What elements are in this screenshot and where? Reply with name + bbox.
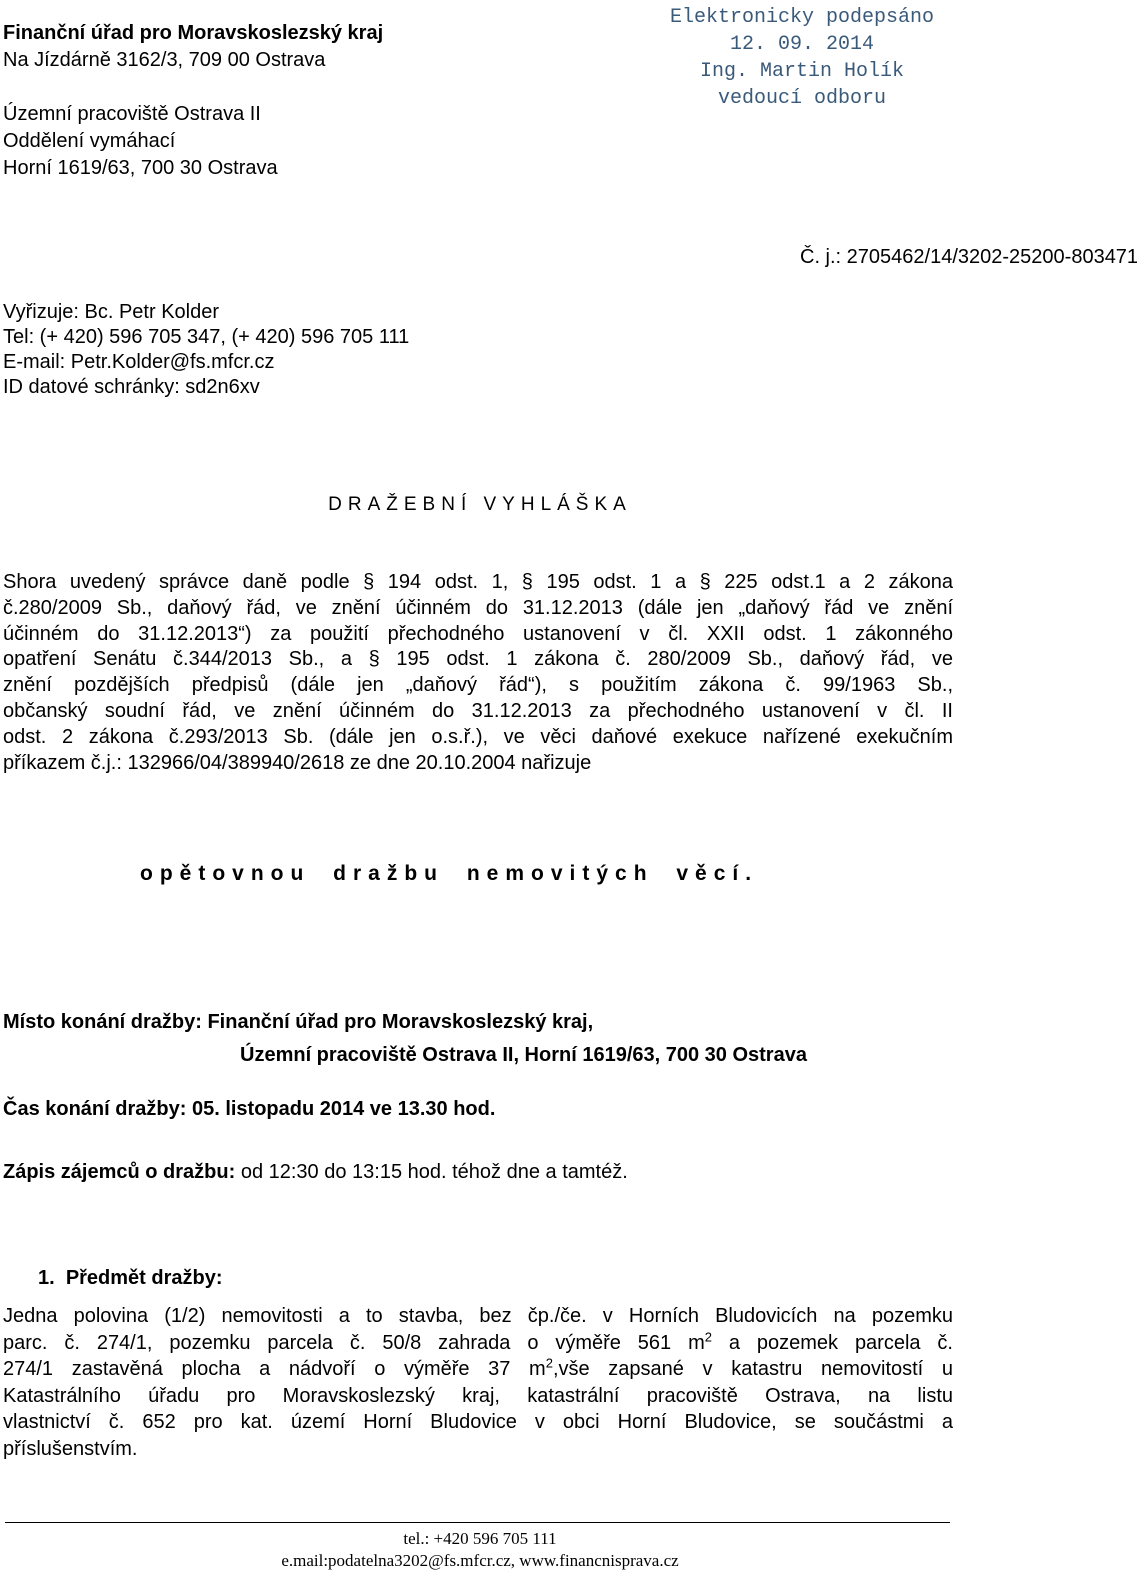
intro-line: občanský soudní řád, ve znění účinném do 31.12.2013 za přechodného ustanovení v čl. II (3, 699, 953, 722)
registration-block (3, 1161, 628, 1184)
time-value: 05. listopadu 2014 ve 13.30 hod. (191, 1098, 496, 1120)
signature-line-1: Elektronicky podepsáno (669, 6, 935, 29)
footer-contact: e.mail:podatelna3202@fs.mfcr.cz, www.financnisprava.cz (281, 1551, 679, 1570)
intro-line: opatření Senátu č.344/2013 Sb., a § 195 odst. 1 zákona č. 280/2009 Sb., daňový řád, ve (3, 648, 953, 671)
registration-value: od 12:30 do 13:15 hod. téhož dne a tamtéž. (240, 1161, 628, 1183)
intro-line: příkazem č.j.: 132966/04/389940/2618 ze dne 20.10.2004 nařizuje (3, 751, 592, 774)
contact-block (3, 300, 409, 400)
venue-line-1: Finanční úřad pro Moravskoslezský kraj, (207, 1011, 594, 1033)
reference-number: Č. j.: 2705462/14/3202-25200-803471 (800, 246, 1138, 268)
venue-block (3, 1006, 807, 1072)
intro-line: Shora uvedený správce daně podle § 194 odst. 1, § 195 odst. 1 a § 225 odst.1 a 2 zákona (3, 571, 953, 593)
registration-label: Zápis zájemců o dražbu: (3, 1161, 236, 1183)
handler: Vyřizuje: Bc. Petr Kolder (3, 301, 220, 323)
footer (0, 1528, 960, 1572)
signature-name: Ing. Martin Holík (699, 60, 905, 83)
intro-paragraph (3, 570, 953, 776)
office-name: Finanční úřad pro Moravskoslezský kraj (3, 22, 384, 44)
phone: Tel: (+ 420) 596 705 347, (+ 420) 596 705 111 (3, 326, 410, 348)
email: E-mail: Petr.Kolder@fs.mfcr.cz (3, 351, 275, 373)
office-address: Na Jízdárně 3162/3, 709 00 Ostrava (3, 49, 326, 71)
section-1-title: Předmět dražby: (65, 1267, 223, 1289)
section-1-line: vlastnictví č. 652 pro kat. území Horní Bludovice v obci Horní Bludovice, se součástmi a (3, 1411, 953, 1433)
footer-divider (5, 1522, 950, 1523)
venue-label: Místo konání dražby: (3, 1011, 202, 1033)
branch-name: Územní pracoviště Ostrava II (3, 103, 261, 125)
signature-role: vedoucí odboru (717, 87, 887, 110)
section-1-line: Katastrálního úřadu pro Moravskoslezský kraj, katastrální pracoviště Ostrava, na listu (3, 1384, 953, 1407)
electronic-signature (652, 4, 952, 112)
databox-id: ID datové schránky: sd2n6xv (3, 376, 260, 398)
section-1-heading (38, 1267, 223, 1290)
section-1-line: Jedna polovina (1/2) nemovitosti a to stavba, bez čp./če. v Horních Bludovicích na pozemku (3, 1305, 953, 1327)
signature-date: 12. 09. 2014 (729, 33, 875, 56)
section-1-line: 274/1 zastavěná plocha a nádvoří o výměře 37 $m^2,vše$ zapsané v katastru nemovitostí u (3, 1355, 954, 1380)
section-1-number: 1. (38, 1267, 55, 1289)
footer-phone: tel.: +420 596 705 111 (403, 1529, 557, 1548)
section-1-body (3, 1303, 953, 1462)
intro-line: odst. 2 zákona č.293/2013 Sb. (dále jen o.s.ř.), ve věci daňové exekuce nařízené exekučním (3, 725, 953, 748)
document-title: DRAŽEBNÍ VYHLÁŠKA (328, 494, 632, 515)
section-1-line: parc. č. 274/1, pozemku parcela č. 50/8 zahrada o výměře 561 $m^2$ a pozemek parcela č. (3, 1328, 953, 1354)
venue-line-2: Územní pracoviště Ostrava II, Horní 1619/63, 700 30 Ostrava (240, 1044, 807, 1066)
department: Oddělení vymáhací (3, 130, 176, 152)
intro-line: účinném do 31.12.2013“) za použití přechodného ustanovení v čl. XXII odst. 1 zákonného (3, 622, 953, 645)
time-label: Čas konání dražby: (3, 1098, 187, 1120)
intro-line: č.280/2009 Sb., daňový řád, ve znění účinném do 31.12.2013 (dále jen „daňový řád ve znění (3, 596, 953, 619)
section-1-line: příslušenstvím. (3, 1437, 138, 1460)
document-subtitle: opětovnou dražbu nemovitých věcí. (140, 862, 759, 885)
time-block (3, 1098, 495, 1121)
intro-line: znění pozdějších předpisů (dále jen „daňový řád“), s použitím zákona č. 99/1963 Sb., (3, 674, 953, 697)
office-header (3, 20, 383, 182)
branch-address: Horní 1619/63, 700 30 Ostrava (3, 157, 278, 179)
